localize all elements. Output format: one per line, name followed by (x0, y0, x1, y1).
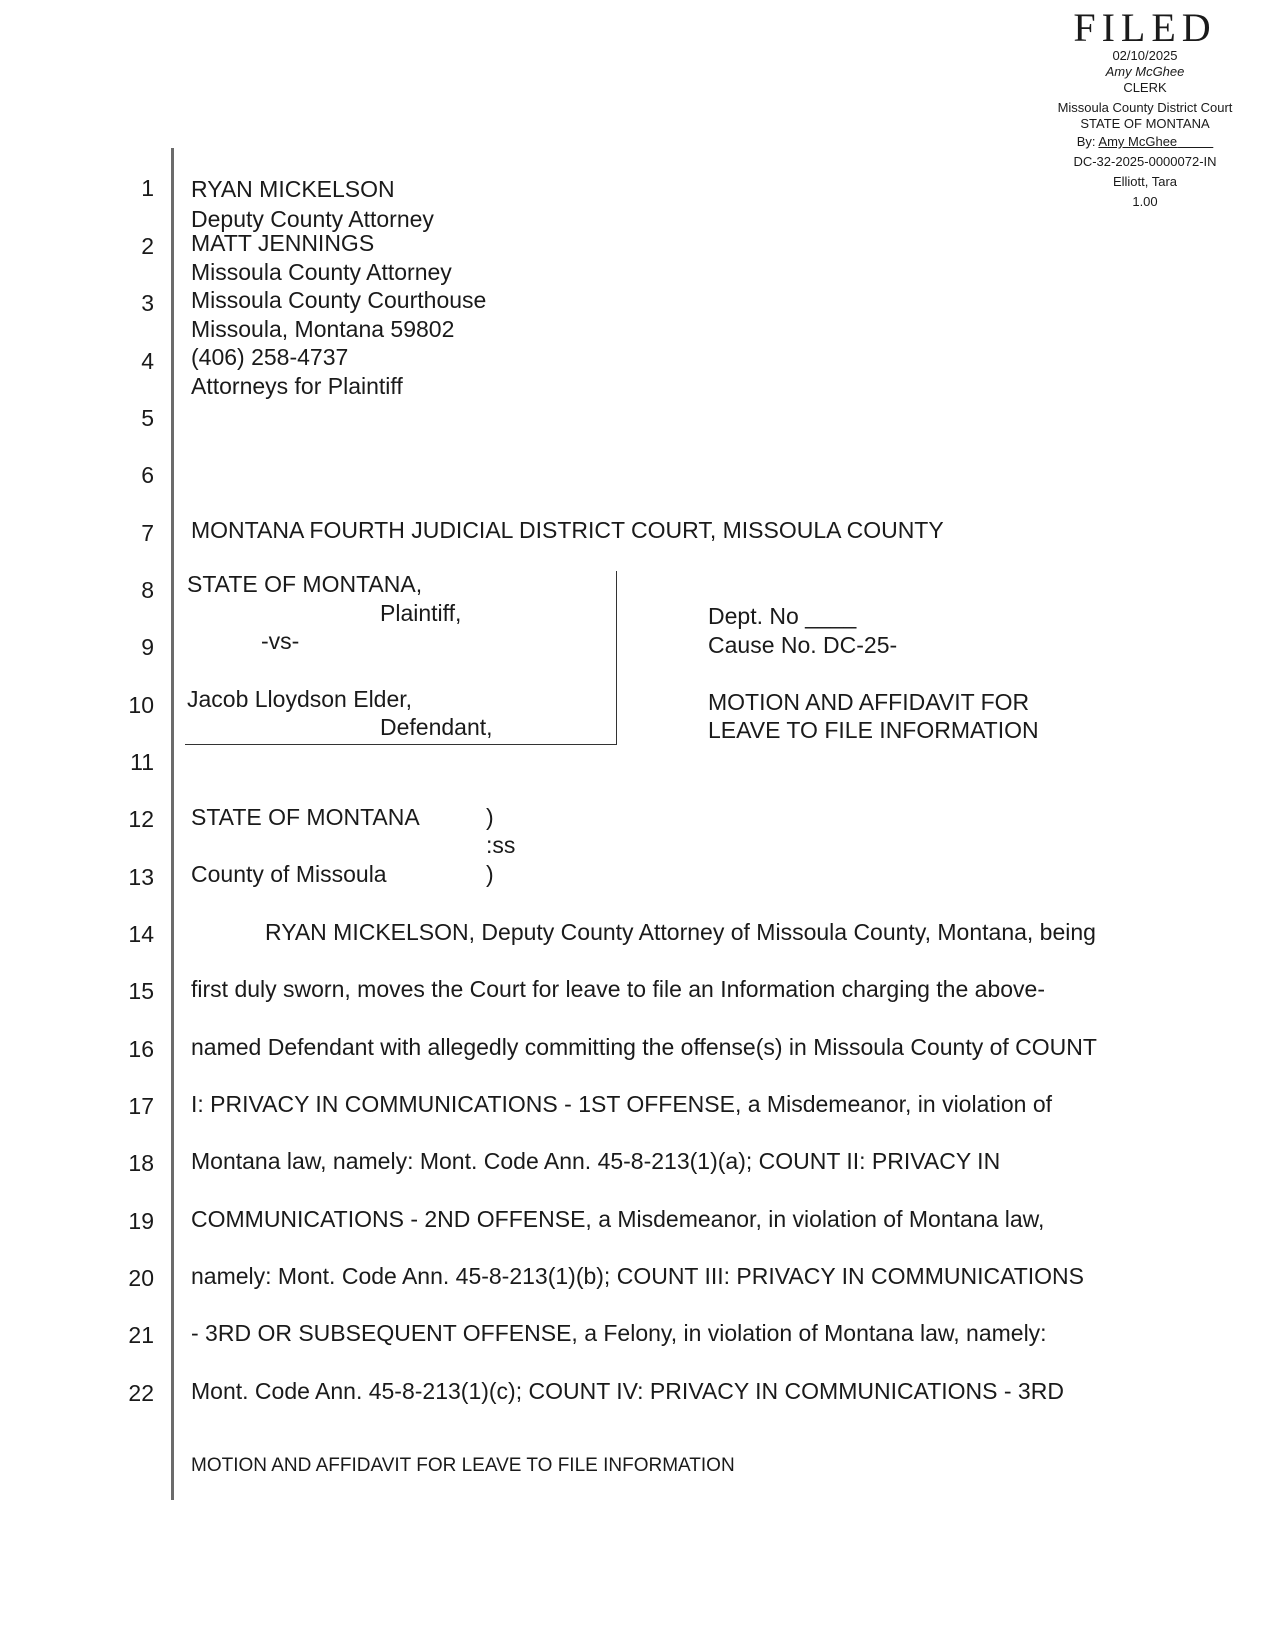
versus-label: -vs- (261, 628, 300, 654)
venue-state: STATE OF MONTANA (191, 804, 420, 830)
attorney-line: RYAN MICKELSON (191, 176, 395, 202)
line-number: 15 (128, 978, 154, 1004)
line-number: 11 (130, 749, 154, 775)
attorney-line: Attorneys for Plaintiff (191, 373, 403, 399)
line-number: 10 (128, 692, 154, 718)
stamp-court: Missoula County District Court (1057, 100, 1233, 115)
document-title-line-1: MOTION AND AFFIDAVIT FOR (708, 689, 1030, 715)
line-number: 5 (141, 405, 154, 431)
body-line: named Defendant with allegedly committing the offense(s) in Missoula County of COUNT (191, 1034, 1097, 1060)
body-line: Montana law, namely: Mont. Code Ann. 45-8-213(1)(a); COUNT II: PRIVACY IN (191, 1148, 1001, 1174)
line-number: 4 (141, 348, 154, 374)
line-number: 16 (128, 1036, 154, 1062)
attorney-line: Deputy County Attorney (191, 206, 434, 232)
line-number: 22 (128, 1380, 154, 1406)
stamp-by-name: Amy McGhee (1098, 134, 1178, 149)
line-number: 12 (128, 806, 154, 832)
line-number: 2 (141, 233, 154, 259)
body-line: COMMUNICATIONS - 2ND OFFENSE, a Misdemeanor, in violation of Montana law, (191, 1206, 1045, 1232)
court-title: MONTANA FOURTH JUDICIAL DISTRICT COURT, MISSOULA COUNTY (191, 517, 944, 543)
attorney-line: Missoula County Courthouse (191, 287, 487, 313)
stamp-judge: Elliott, Tara (1112, 174, 1178, 189)
attorney-line: Missoula, Montana 59802 (191, 316, 455, 342)
line-number: 19 (128, 1208, 154, 1234)
attorney-line: (406) 258-4737 (191, 344, 349, 370)
attorney-line: Missoula County Attorney (191, 259, 452, 285)
margin-rule (171, 148, 174, 1500)
stamp-case-number: DC-32-2025-0000072-IN (1073, 154, 1217, 169)
page-footer: MOTION AND AFFIDAVIT FOR LEAVE TO FILE INFORMATION (191, 1455, 735, 1476)
body-line: Mont. Code Ann. 45-8-213(1)(c); COUNT IV: PRIVACY IN COMMUNICATIONS - 3RD (191, 1378, 1064, 1404)
line-number: 6 (141, 462, 154, 488)
plaintiff-name: STATE OF MONTANA, (187, 571, 423, 597)
defendant-role: Defendant, (380, 714, 493, 740)
venue-county: County of Missoula (191, 861, 387, 887)
line-number: 14 (128, 921, 154, 947)
line-number: 8 (141, 577, 154, 603)
line-number: 20 (128, 1265, 154, 1291)
stamp-version: 1.00 (1132, 194, 1158, 209)
plaintiff-role: Plaintiff, (380, 600, 462, 626)
dept-number: Dept. No ____ (708, 603, 857, 629)
filed-stamp (1020, 5, 1265, 212)
body-line: namely: Mont. Code Ann. 45-8-213(1)(b); COUNT III: PRIVACY IN COMMUNICATIONS (191, 1263, 1084, 1289)
venue-paren-open: ) (486, 804, 494, 830)
line-number: 9 (141, 634, 154, 660)
stamp-clerk-title: CLERK (1123, 80, 1167, 95)
document-title-line-2: LEAVE TO FILE INFORMATION (708, 717, 1039, 743)
stamp-by-line (1020, 132, 1265, 152)
stamp-clerk-name: Amy McGhee (1105, 64, 1185, 79)
body-line: - 3RD OR SUBSEQUENT OFFENSE, a Felony, in violation of Montana law, namely: (191, 1320, 1047, 1346)
body-line: first duly sworn, moves the Court for leave to file an Information charging the above- (191, 976, 1045, 1002)
attorney-line: MATT JENNINGS (191, 230, 375, 256)
venue-ss: :ss (486, 832, 516, 858)
stamp-date: 02/10/2025 (1112, 48, 1178, 63)
stamp-filed-heading: FILED (1073, 5, 1217, 50)
line-number: 3 (141, 290, 154, 316)
line-number: 1 (141, 175, 154, 201)
stamp-state: STATE OF MONTANA (1080, 116, 1210, 131)
line-number: 21 (128, 1322, 154, 1348)
line-number: 17 (128, 1093, 154, 1119)
stamp-by-label: By: (1076, 134, 1096, 149)
line-number: 7 (141, 520, 154, 546)
cause-number: Cause No. DC-25- (708, 632, 898, 658)
body-line: RYAN MICKELSON, Deputy County Attorney of Missoula County, Montana, being (265, 919, 1096, 945)
body-line: I: PRIVACY IN COMMUNICATIONS - 1ST OFFENSE, a Misdemeanor, in violation of (191, 1091, 1053, 1117)
line-number: 18 (128, 1150, 154, 1176)
defendant-name: Jacob Lloydson Elder, (187, 686, 413, 712)
venue-paren-close: ) (486, 861, 494, 887)
line-number: 13 (128, 864, 154, 890)
